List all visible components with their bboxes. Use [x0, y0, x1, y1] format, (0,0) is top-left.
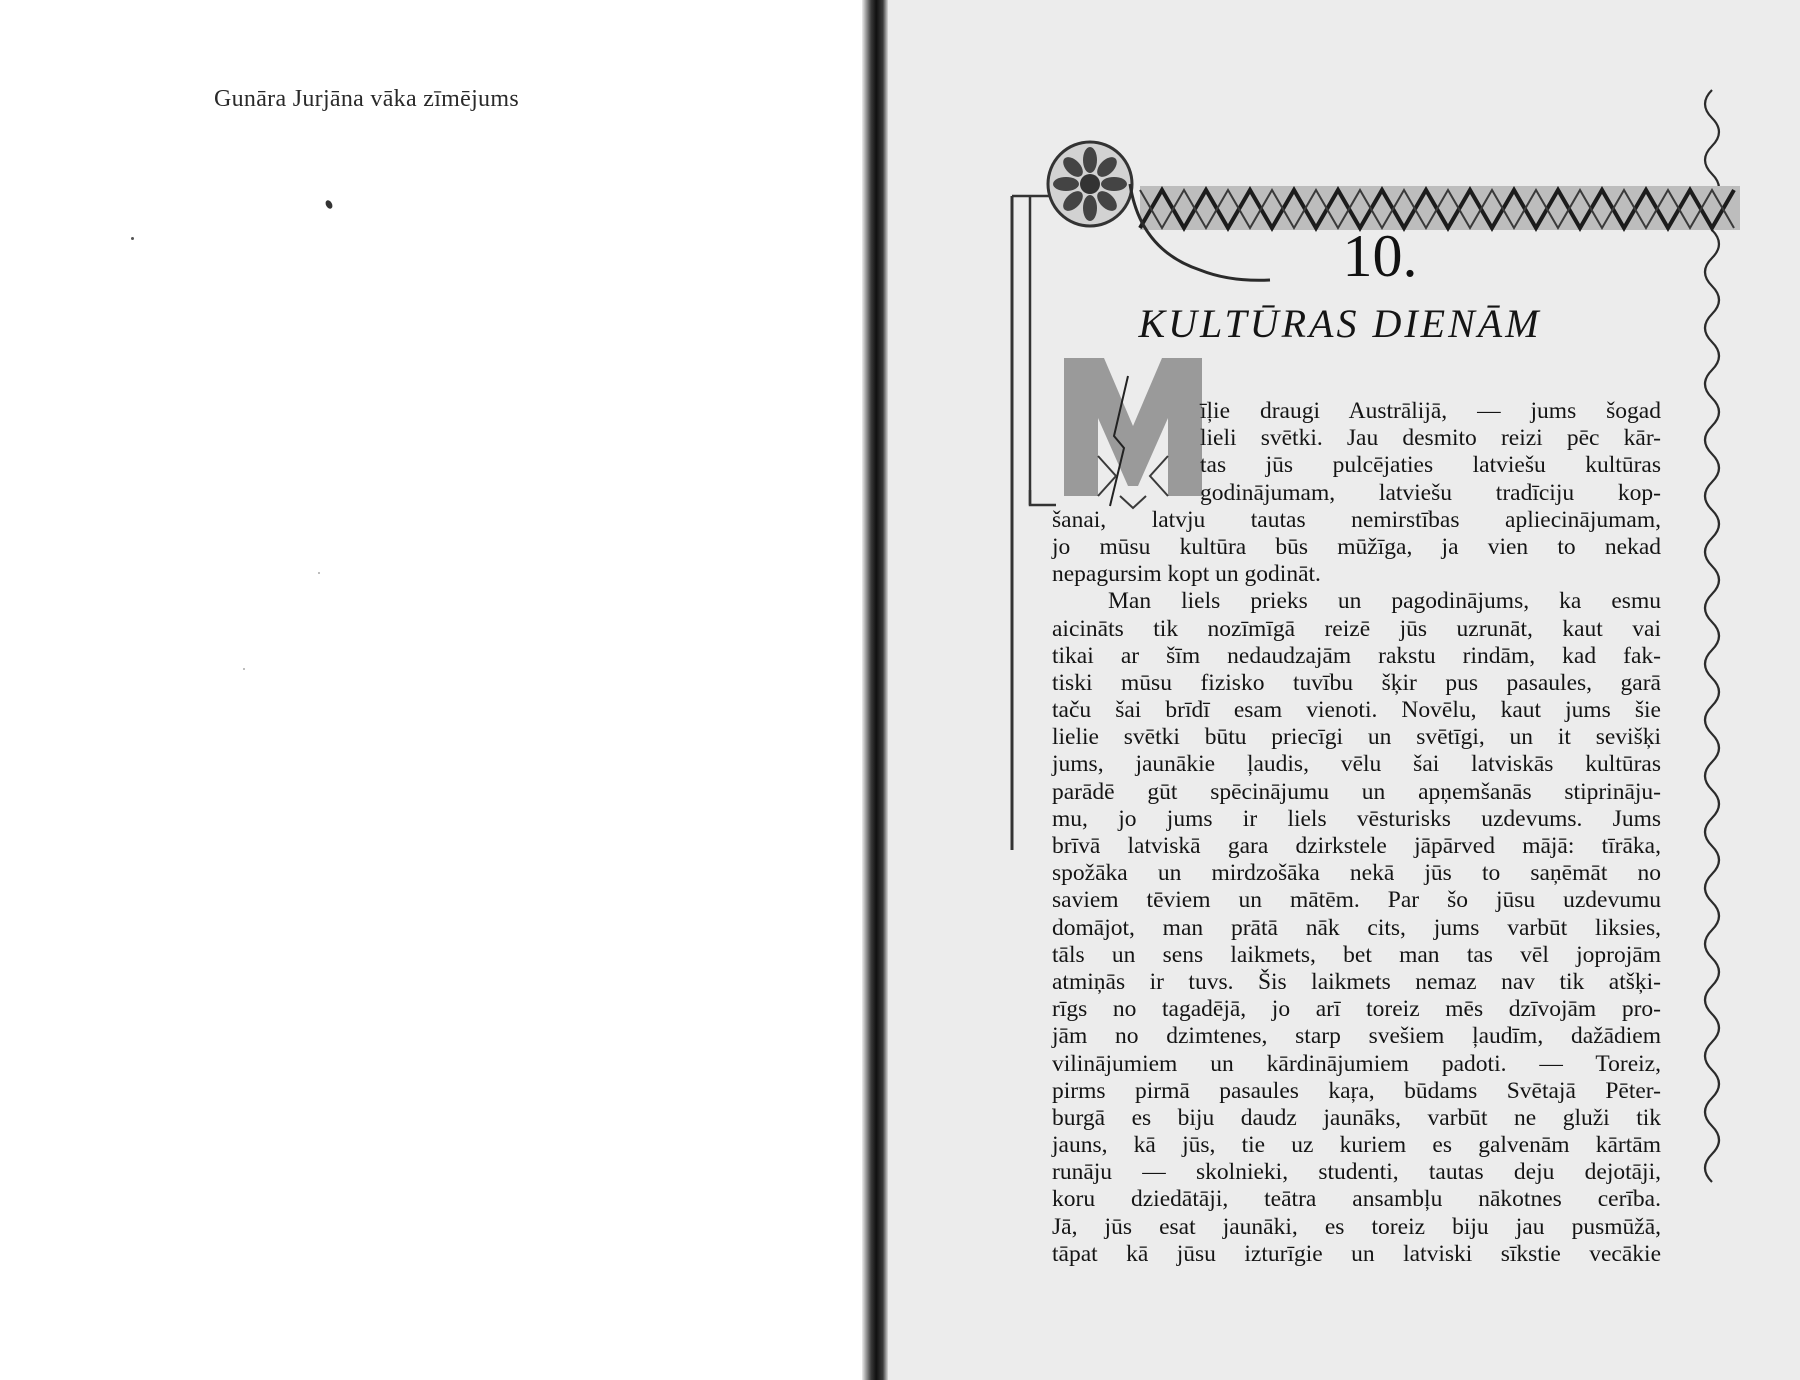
text-line: pirms pirmā pasaules kaŗa, būdams Svētajā Pēter- [1052, 1077, 1661, 1104]
text-line: tāls un sens laikmets, bet man tas vēl joprojām [1052, 941, 1661, 968]
text-line: runāju — skolnieki, studenti, tautas deju dejotāji, [1052, 1159, 1661, 1186]
text-line: saviem tēviem un mātēm. Par šo jūsu uzdevumu [1052, 887, 1661, 914]
text-line: Jā, jūs esat jaunāki, es toreiz biju jau pusmūžā, [1052, 1213, 1661, 1240]
text-line: rīgs no tagadējā, jo arī toreiz mēs dzīvojām pro- [1052, 996, 1661, 1023]
text-line: tas jūs pulcējaties latviešu kultūras [1200, 452, 1661, 479]
text-line: domājot, man prātā nāk cits, jums varbūt liksies, [1052, 914, 1661, 941]
text-line: īļie draugi Austrālijā, — jums šogad [1200, 398, 1661, 424]
article-body [1052, 398, 1661, 1268]
paragraph-2 [1052, 588, 1661, 1268]
text-line: godinājumam, latviešu tradīciju kop- [1200, 479, 1661, 506]
text-line: nepagursim kopt un godināt. [1052, 561, 1321, 588]
text-line: jums, jaunākie ļaudis, vēlu šai latviskās kultūras [1052, 751, 1661, 778]
text-line: mu, jo jums ir liels vēsturisks uzdevums. Jums [1052, 805, 1661, 832]
text-line: šanai, latvju tautas nemirstības apliecinājumam, [1052, 506, 1661, 533]
text-line: spožāka un mirdzošāka nekā jūs to saņēmāt no [1052, 860, 1661, 887]
text-line: lielie svētki būtu priecīgi un svētīgi, un it sevišķi [1052, 724, 1661, 751]
chapter-number: 10. [1342, 223, 1418, 289]
text-line: Man liels prieks un pagodinājums, ka esmu [1108, 588, 1661, 615]
paragraph-1 [1052, 398, 1661, 588]
text-line: burgā es biju daudz jaunāks, varbūt ne gluži tik [1052, 1104, 1661, 1131]
text-line: jo mūsu kultūra būs mūžīga, ja vien to nekad [1052, 533, 1661, 560]
cover-drawing-caption: Gunāra Jurjāna vāka zīmējums [214, 86, 519, 112]
text-line: jām no dzimtenes, starp svešiem ļaudīm, dažādiem [1052, 1023, 1661, 1050]
text-line: tāpat kā jūsu izturīgie un latviski sīkstie vecākie [1052, 1240, 1661, 1267]
text-line: jauns, kā jūs, tie uz kuriem es galvenām kārtām [1052, 1132, 1661, 1159]
text-line: aicināts tik nozīmīgā reizē jūs uzrunāt, kaut vai [1052, 615, 1661, 642]
text-line: tiski mūsu fizisko tuvību šķir pus pasaules, garā [1052, 669, 1661, 696]
text-line: brīvā latviskā gara dzirkstele jāpārved mājā: tīrāka, [1052, 833, 1661, 859]
text-line: vilinājumiem un kārdinājumiem padoti. — Toreiz, [1052, 1050, 1661, 1077]
text-line: taču šai brīdī esam vienoti. Novēlu, kaut jums šie [1052, 697, 1661, 724]
rosette-center [1080, 174, 1100, 194]
chapter-title: KULTŪRAS DIENĀM [1138, 301, 1542, 346]
text-line: parādē gūt spēcinājumu un apņemšanās stiprināju- [1052, 778, 1661, 805]
text-line: atmiņās ir tuvs. Šis laikmets nemaz nav tik atšķi- [1052, 968, 1661, 995]
wavy-border-line [1705, 90, 1719, 1182]
text-line: tikai ar šīm nedaudzajām rakstu rindām, kad fak- [1052, 642, 1661, 669]
text-line: lieli svētki. Jau desmito reizi pēc kār- [1200, 425, 1661, 452]
text-line: koru dziedātāji, teātra ansambļu nākotnes cerība. [1052, 1186, 1661, 1213]
